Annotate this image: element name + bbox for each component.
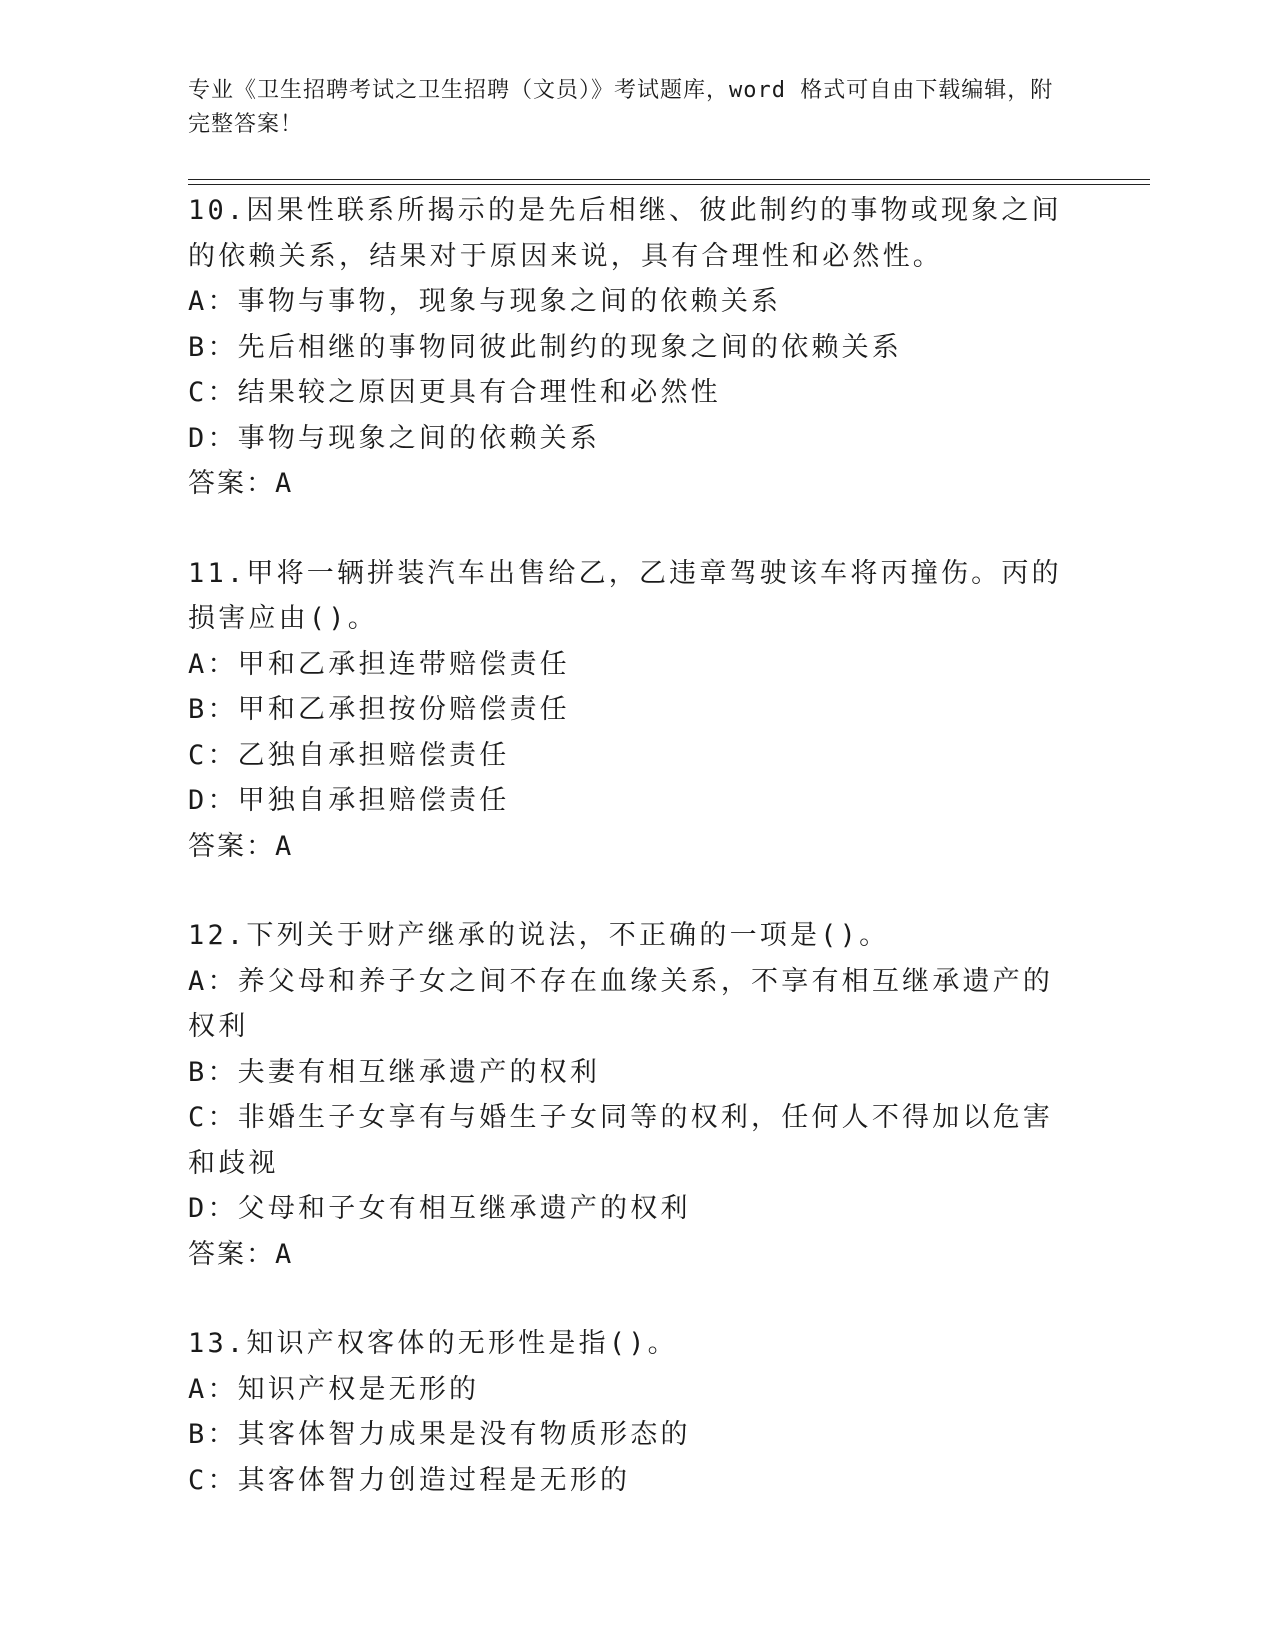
question-10 — [188, 188, 1068, 507]
option-c: C：其客体智力创造过程是无形的 — [188, 1464, 631, 1496]
option-a: A：养父母和养子女之间不存在血缘关系，不享有相互继承遗产的权利 — [188, 965, 1054, 1042]
option-d: D：事物与现象之间的依赖关系 — [188, 422, 601, 454]
question-12 — [188, 913, 1068, 1277]
answer-label: 答案： — [188, 1238, 275, 1270]
question-stem: 11.甲将一辆拼装汽车出售给乙，乙违章驾驶该车将丙撞伤。丙的损害应由()。 — [188, 557, 1062, 634]
option-a: A：甲和乙承担连带赔偿责任 — [188, 648, 570, 680]
option-b: B：甲和乙承担按份赔偿责任 — [188, 694, 570, 725]
question-11 — [188, 551, 1068, 870]
answer-value: A — [275, 468, 294, 499]
question-stem: 10.因果性联系所揭示的是先后相继、彼此制约的事物或现象之间的依赖关系，结果对于原因来说，具有合理性和必然性。 — [188, 195, 1062, 272]
header-divider-bottom — [188, 184, 1150, 185]
option-d: D：甲独自承担赔偿责任 — [188, 785, 510, 816]
answer-line — [188, 1232, 1068, 1278]
document-header: 专业《卫生招聘考试之卫生招聘（文员）》考试题库，word 格式可自由下载编辑，附完整答案！ — [188, 78, 1054, 137]
option-c: C：乙独自承担赔偿责任 — [188, 739, 510, 771]
option-b: B：先后相继的事物同彼此制约的现象之间的依赖关系 — [188, 331, 903, 363]
answer-label: 答案： — [188, 468, 275, 499]
answer-line — [188, 824, 1068, 870]
option-d: D：父母和子女有相互继承遗产的权利 — [188, 1193, 691, 1224]
answer-label: 答案： — [188, 830, 275, 862]
question-list — [188, 188, 1068, 1547]
option-c: C：结果较之原因更具有合理性和必然性 — [188, 377, 721, 408]
answer-value: A — [275, 1238, 294, 1270]
answer-value: A — [275, 830, 294, 862]
question-stem: 13.知识产权客体的无形性是指()。 — [188, 1328, 678, 1359]
question-stem: 12.下列关于财产继承的说法，不正确的一项是()。 — [188, 920, 890, 951]
question-13 — [188, 1321, 1068, 1503]
option-c: C：非婚生子女享有与婚生子女同等的权利，任何人不得加以危害和歧视 — [188, 1102, 1054, 1179]
option-b: B：其客体智力成果是没有物质形态的 — [188, 1419, 691, 1450]
option-a: A：知识产权是无形的 — [188, 1373, 480, 1405]
option-a: A：事物与事物，现象与现象之间的依赖关系 — [188, 286, 782, 317]
answer-line — [188, 461, 1068, 507]
header-divider-top — [188, 179, 1150, 180]
option-b: B：夫妻有相互继承遗产的权利 — [188, 1056, 601, 1088]
